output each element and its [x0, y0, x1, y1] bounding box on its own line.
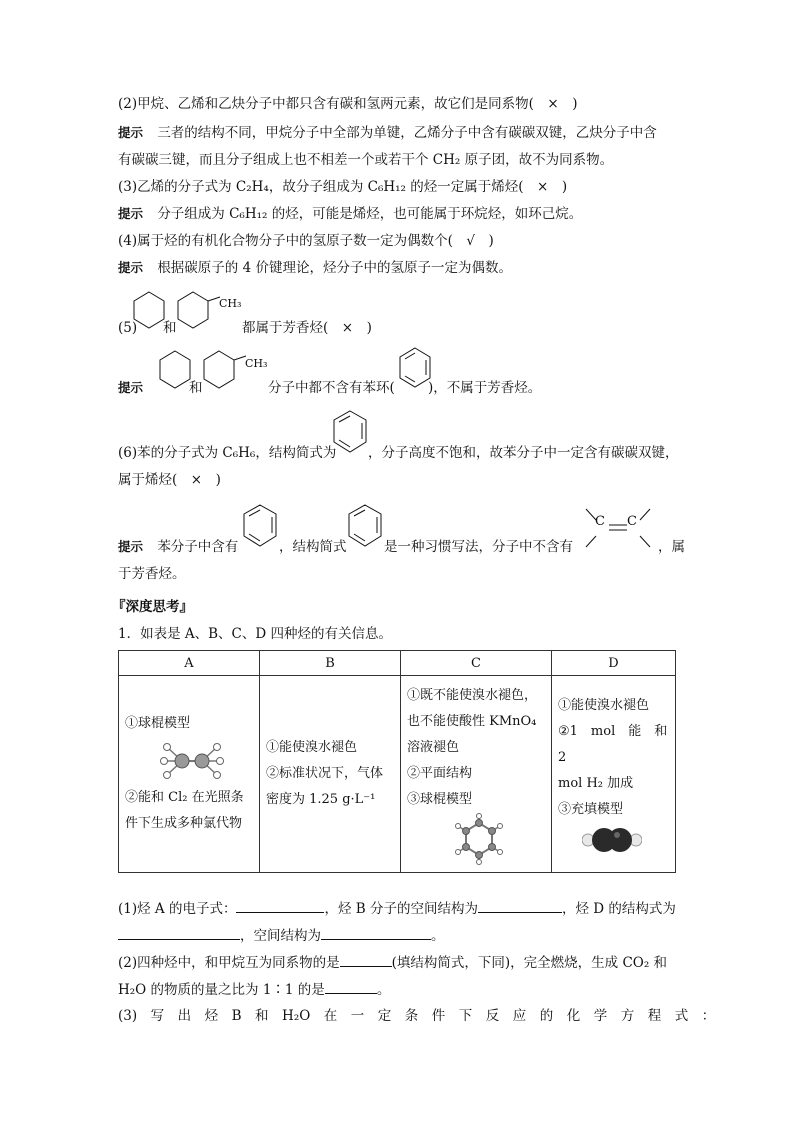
- sub2-part-a: (2)四种烃中，和甲烷互为同系物的是: [118, 955, 340, 971]
- cell-c-line1: ①既不能使溴水褪色，: [407, 688, 538, 703]
- sub1-part-e: 。: [431, 928, 445, 944]
- benzene-ring-structure: [345, 502, 385, 552]
- cell-c-line2: 也不能使酸性 KMnO₄: [407, 714, 537, 729]
- sub2-part-c: H₂O 的物质的量之比为 1∶1 的是: [118, 982, 325, 998]
- hint-2-line2: 有碳碳三键，而且分子组成上也不相差一个或若干个 CH₂ 原子团，故不为同系物。: [118, 152, 614, 168]
- carbon-left-label: C: [595, 514, 605, 529]
- cyclohexane-structure: [158, 349, 192, 391]
- benzene-ring-structure: [240, 502, 280, 552]
- hint-4-text: 根据碳原子的 4 价键理论，烃分子中的氢原子一定为偶数。: [157, 260, 512, 276]
- table-cell-d: [552, 676, 681, 873]
- question-1-intro: 1．如表是 A、B、C、D 四种烃的有关信息。: [118, 626, 392, 642]
- hint-2-text: 三者的结构不同，甲烷分子中全部为单键，乙烯分子中含有碳碳双键，乙炔分子中含: [157, 125, 657, 141]
- table-header-a: A: [119, 651, 260, 676]
- carbon-right-label: C: [627, 514, 637, 529]
- sub1-part-b: ，烃 B 分子的空间结构为: [324, 901, 478, 917]
- hint-6-part1: 苯分子中含有: [157, 539, 239, 555]
- section-title: 『深度思考』: [112, 599, 193, 615]
- cell-d-line3: mol H₂ 加成: [558, 776, 634, 791]
- acetylene-space-filling-model: [582, 825, 642, 855]
- sub-question-2-line2: [118, 979, 390, 1000]
- sub2-part-d: 。: [376, 982, 391, 998]
- cyclohexane-structure: [132, 290, 166, 330]
- answer-blank[interactable]: [321, 925, 431, 940]
- benzene-ball-stick-model: [449, 813, 509, 865]
- answer-blank[interactable]: [236, 898, 324, 913]
- table-cell-c: [401, 676, 552, 873]
- hint-5-middle: 分子中都不含有苯环(: [268, 380, 395, 396]
- cell-c-line4: ②平面结构: [407, 766, 473, 781]
- cell-c-line3: 溶液褪色: [407, 740, 460, 755]
- question-5-prefix: (5): [118, 320, 138, 336]
- hint-3: [118, 204, 582, 224]
- hint-4: [118, 258, 512, 278]
- question-4: (4)属于烃的有机化合物分子中的氢原子数一定为偶数个( √ ): [118, 233, 494, 249]
- sub-question-2-line1: [118, 952, 667, 973]
- hint-6-part4: ，属: [658, 539, 685, 555]
- question-5-suffix: 都属于芳香烃( × ): [242, 320, 372, 336]
- cell-d-line1: ①能使溴水褪色: [558, 698, 650, 713]
- hint-3-text: 分子组成为 C₆H₁₂ 的烃，可能是烯烃，也可能属于环烷烃，如环己烷。: [157, 206, 583, 222]
- sub1-part-a: (1)烃 A 的电子式：: [118, 901, 237, 917]
- methyl-label: CH₃: [245, 357, 268, 370]
- question-6-part1: (6)苯的分子式为 C₆H₆，结构简式为: [118, 445, 337, 461]
- cell-a-line3: 件下生成多种氯代物: [125, 816, 243, 831]
- ethane-ball-stick-model: [157, 739, 227, 783]
- question-5-and: 和: [163, 320, 177, 336]
- sub-question-3: (3) 写 出 烃 B 和 H₂O 在 一 定 条 件 下 反 应 的 化 学 方 程 式 ：: [118, 1008, 716, 1024]
- hint-5-end: )，不属于芳香烃。: [428, 380, 542, 396]
- cell-b-line2: ②标准状况下，气体: [266, 766, 384, 781]
- question-6-line2: 属于烯烃( × ): [118, 472, 221, 488]
- hint-6-line2: 于芳香烃。: [118, 566, 186, 582]
- table-header-b: B: [260, 651, 401, 676]
- hint-label: 提示: [118, 260, 144, 275]
- sub2-part-b: (填结构简式，下同)，完全燃烧，生成 CO₂ 和: [391, 955, 668, 971]
- benzene-ring-structure: [330, 408, 370, 458]
- hint-label: 提示: [118, 206, 144, 221]
- cell-b-line1: ①能使溴水褪色: [266, 740, 358, 755]
- sub1-part-d: ，空间结构为: [240, 928, 321, 944]
- sub-question-1-line1: [118, 898, 676, 919]
- answer-blank[interactable]: [325, 979, 377, 994]
- carbon-double-bond-structure: [582, 506, 654, 550]
- sub-question-1-line2: [118, 925, 445, 946]
- answer-blank[interactable]: [478, 898, 562, 913]
- answer-blank[interactable]: [118, 925, 240, 940]
- cell-d-line2: ②1 mol 能 和 2: [558, 724, 681, 765]
- cell-a-line2: ②能和 Cl₂ 在光照条: [125, 790, 244, 805]
- table-header-d: D: [552, 651, 676, 676]
- hint-2-line1: [118, 123, 657, 143]
- table-cell-b: [260, 676, 401, 873]
- table-cell-a: [119, 676, 260, 873]
- cell-d-line4: ③充填模型: [558, 802, 624, 817]
- cell-c-line5: ③球棍模型: [407, 792, 473, 807]
- cell-b-line3: 密度为 1.25 g·L⁻¹: [266, 792, 376, 807]
- hint-5-label: 提示: [118, 380, 144, 395]
- cell-a-line1: ①球棍模型: [125, 716, 191, 731]
- hint-6: [118, 537, 238, 557]
- answer-blank[interactable]: [340, 952, 392, 967]
- hint-label: 提示: [118, 125, 144, 140]
- hydrocarbon-info-table: [118, 650, 681, 873]
- hint-5-and: 和: [189, 380, 203, 396]
- question-2: (2)甲烷、乙烯和乙炔分子中都只含有碳和氢两元素，故它们是同系物( × ): [118, 96, 578, 112]
- question-3: (3)乙烯的分子式为 C₂H₄，故分子组成为 C₆H₁₂ 的烃一定属于烯烃( × ): [118, 179, 568, 195]
- question-6-part2: ，分子高度不饱和，故苯分子中一定含有碳碳双键，: [368, 445, 679, 461]
- table-header-c: C: [401, 651, 552, 676]
- methyl-label: CH₃: [219, 297, 242, 310]
- hint-6-part2: ，结构简式: [279, 539, 347, 555]
- hint-6-part3: 是一种习惯写法，分子中不含有: [384, 539, 573, 555]
- sub1-part-c: ，烃 D 的结构式为: [561, 901, 676, 917]
- hint-label: 提示: [118, 539, 144, 554]
